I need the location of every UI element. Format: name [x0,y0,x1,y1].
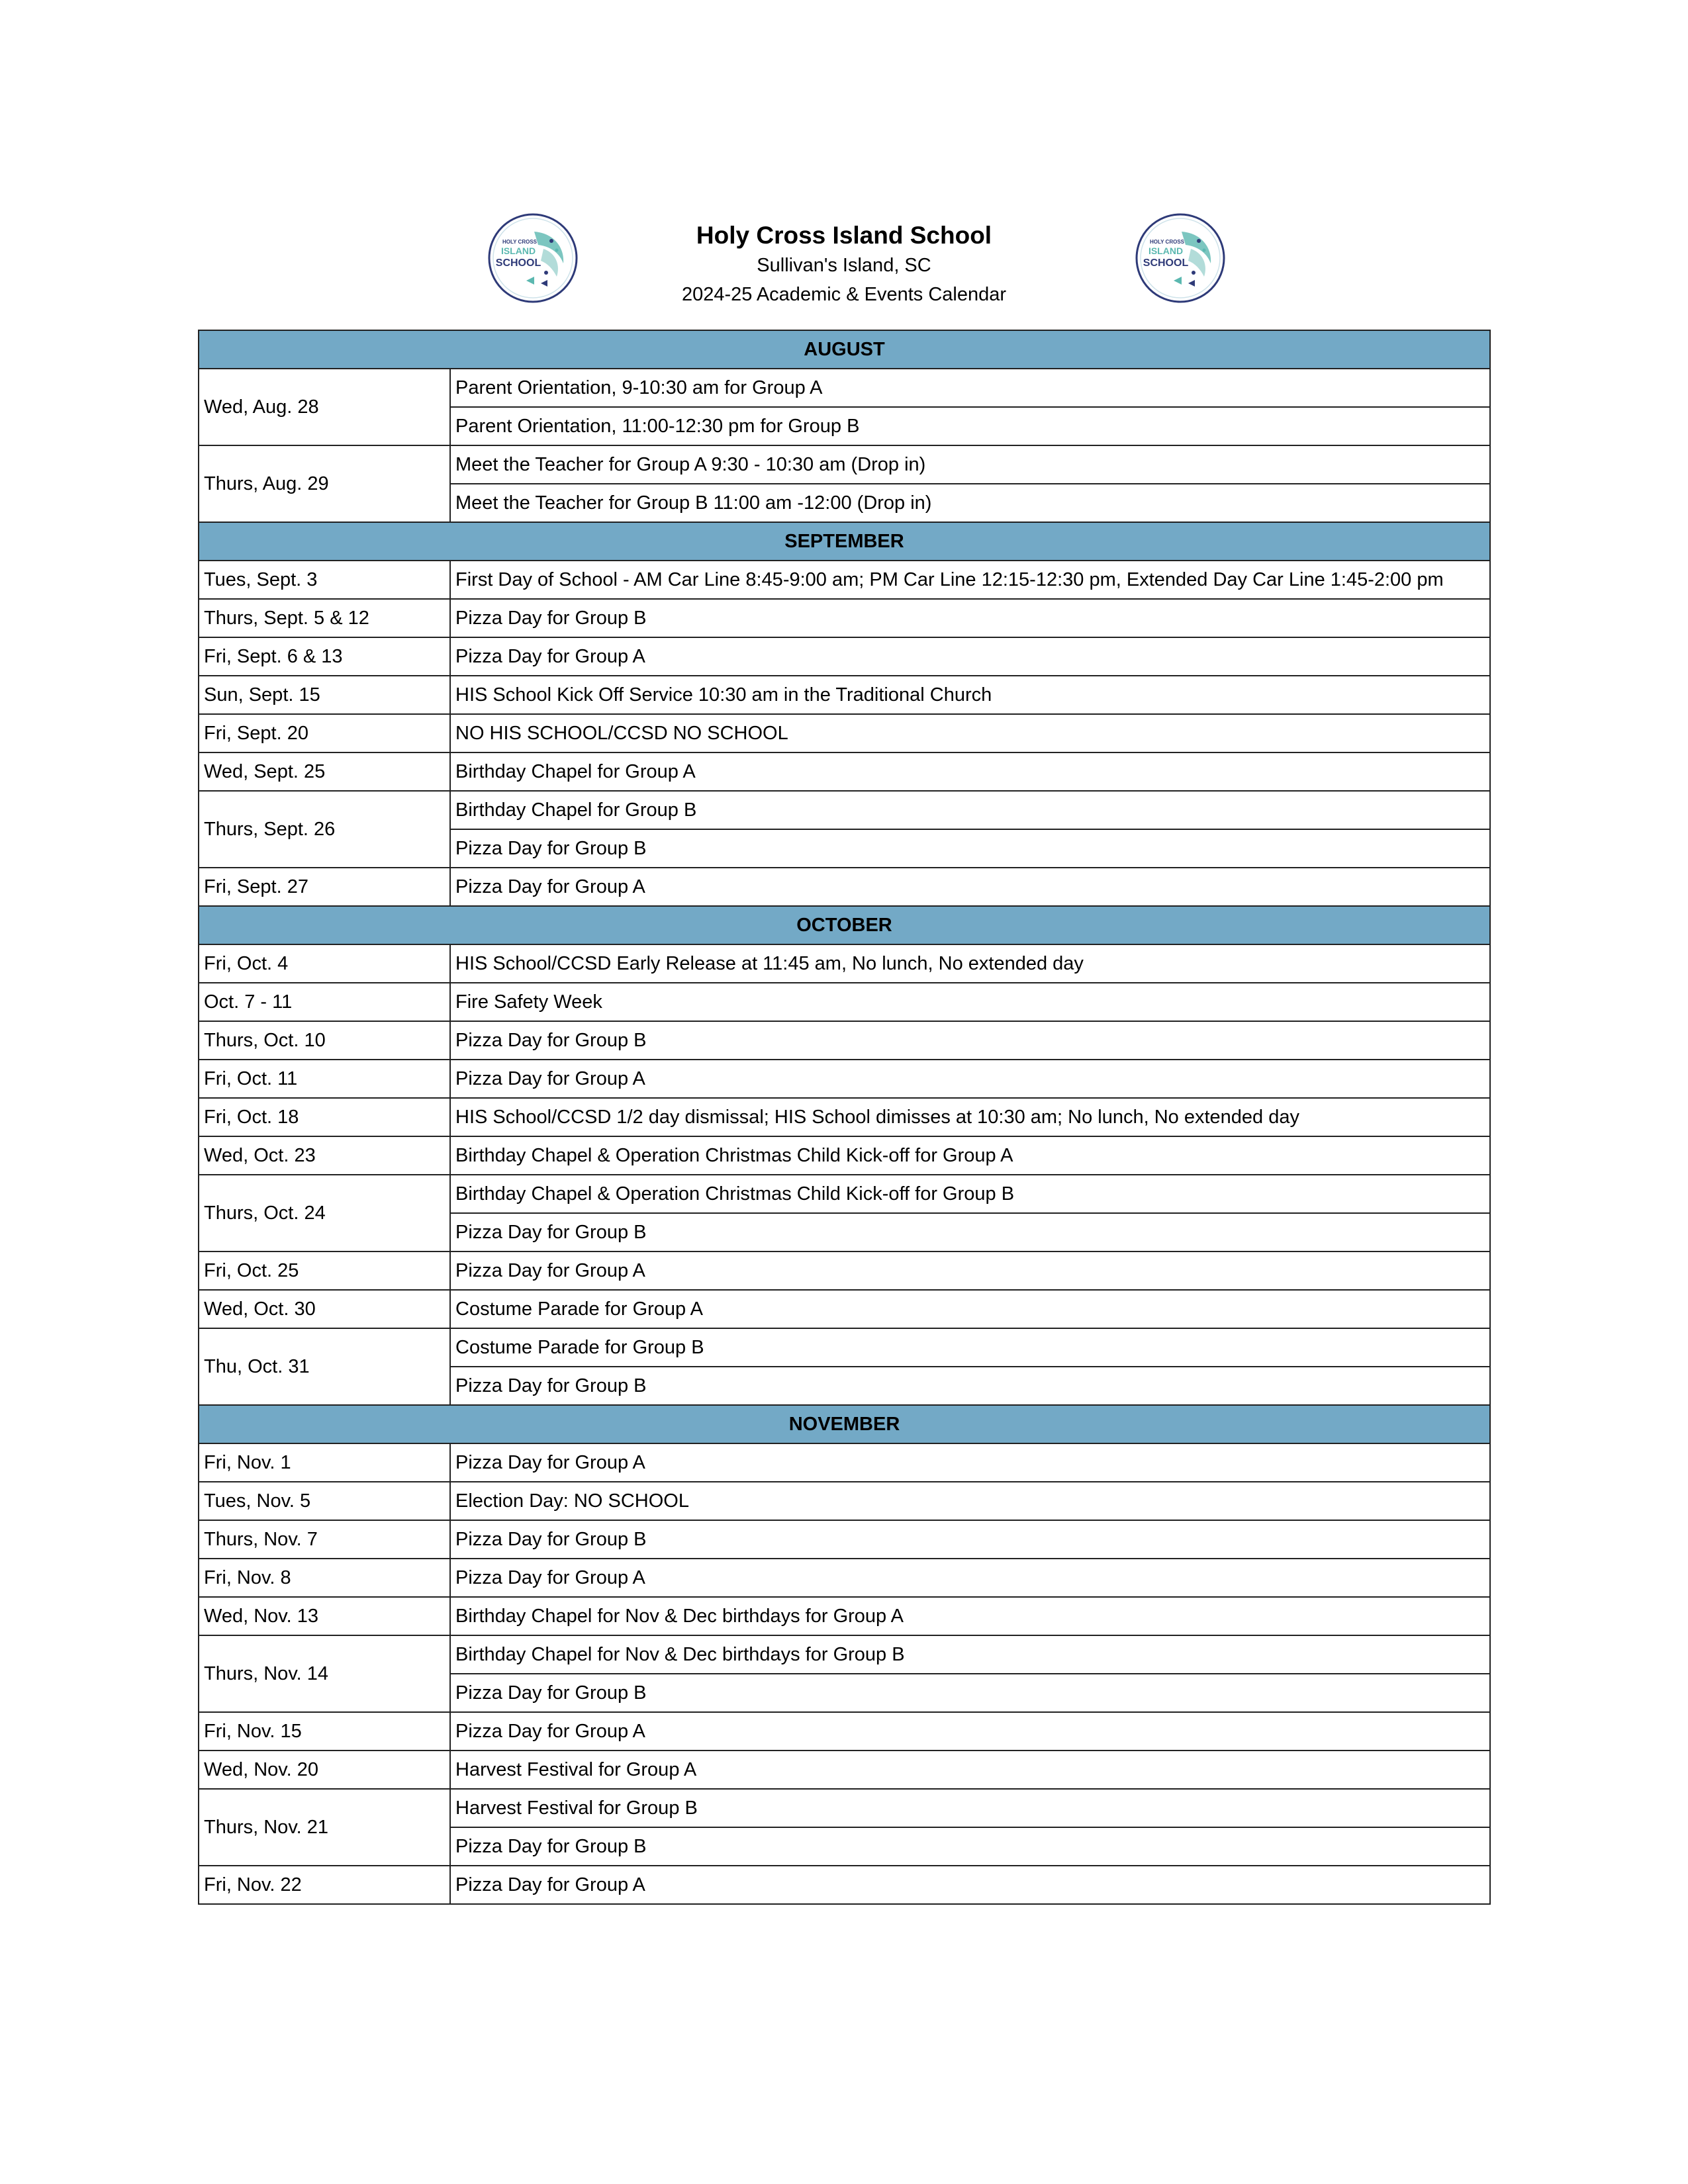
table-row [199,599,1490,637]
logo-right-bottom-text: SCHOOL [1143,257,1189,269]
event-description: Meet the Teacher for Group A 9:30 - 10:30 am (Drop in) [450,445,1490,484]
logo-left-top-text: HOLY CROSS [502,239,538,245]
event-date: Thurs, Sept. 26 [199,791,450,868]
event-date: Fri, Nov. 15 [199,1712,450,1751]
event-date: Wed, Aug. 28 [199,369,450,445]
school-logo-right [1134,212,1227,304]
calendar-body [199,330,1490,1904]
event-description: Birthday Chapel & Operation Christmas Child Kick-off for Group A [450,1136,1490,1175]
event-description: Pizza Day for Group B [450,1520,1490,1559]
table-row [199,1443,1490,1482]
table-row [199,561,1490,599]
month-header: SEPTEMBER [199,522,1490,561]
table-row [199,944,1490,983]
event-date: Thurs, Nov. 14 [199,1635,450,1712]
event-description: Pizza Day for Group A [450,1712,1490,1751]
logo-right-top-text: HOLY CROSS [1149,239,1185,245]
event-date: Thurs, Nov. 21 [199,1789,450,1866]
table-row [199,369,1490,407]
event-date: Fri, Sept. 6 & 13 [199,637,450,676]
table-row [199,637,1490,676]
table-row [199,1866,1490,1904]
event-description: Pizza Day for Group B [450,1367,1490,1405]
event-date: Thurs, Oct. 24 [199,1175,450,1251]
table-row [199,1751,1490,1789]
month-header-row [199,906,1490,944]
event-description: Birthday Chapel for Group A [450,752,1490,791]
month-header: AUGUST [199,330,1490,369]
table-row [199,868,1490,906]
event-date: Fri, Oct. 18 [199,1098,450,1136]
event-description: Pizza Day for Group B [450,1674,1490,1712]
event-date: Fri, Oct. 11 [199,1060,450,1098]
event-date: Fri, Oct. 4 [199,944,450,983]
event-description: Pizza Day for Group B [450,599,1490,637]
event-date: Fri, Nov. 1 [199,1443,450,1482]
event-description: HIS School Kick Off Service 10:30 am in the Traditional Church [450,676,1490,714]
school-location: Sullivan's Island, SC [757,255,931,276]
event-date: Thu, Oct. 31 [199,1328,450,1405]
event-date: Fri, Nov. 22 [199,1866,450,1904]
month-header: NOVEMBER [199,1405,1490,1443]
event-date: Tues, Sept. 3 [199,561,450,599]
event-date: Thurs, Sept. 5 & 12 [199,599,450,637]
table-row [199,714,1490,752]
month-header: OCTOBER [199,906,1490,944]
event-date: Fri, Oct. 25 [199,1251,450,1290]
month-header-row [199,1405,1490,1443]
event-description: Parent Orientation, 9-10:30 am for Group A [450,369,1490,407]
event-date: Wed, Sept. 25 [199,752,450,791]
event-date: Wed, Oct. 30 [199,1290,450,1328]
event-date: Wed, Oct. 23 [199,1136,450,1175]
event-description: Pizza Day for Group A [450,1443,1490,1482]
table-row [199,1290,1490,1328]
event-description: Costume Parade for Group B [450,1328,1490,1367]
event-description: Parent Orientation, 11:00-12:30 pm for Group B [450,407,1490,445]
event-description: First Day of School - AM Car Line 8:45-9:00 am; PM Car Line 12:15-12:30 pm, Extended Day Car Line 1:45-2:00 pm [450,561,1490,599]
event-description: Pizza Day for Group A [450,1559,1490,1597]
event-description: Pizza Day for Group A [450,637,1490,676]
event-description: Meet the Teacher for Group B 11:00 am -12:00 (Drop in) [450,484,1490,522]
event-date: Wed, Nov. 13 [199,1597,450,1635]
table-row [199,1021,1490,1060]
event-date: Sun, Sept. 15 [199,676,450,714]
table-row [199,445,1490,484]
table-row [199,983,1490,1021]
event-date: Fri, Sept. 20 [199,714,450,752]
event-description: Pizza Day for Group B [450,1213,1490,1251]
event-description: Pizza Day for Group B [450,1827,1490,1866]
event-description: Birthday Chapel for Nov & Dec birthdays for Group A [450,1597,1490,1635]
event-description: Birthday Chapel & Operation Christmas Child Kick-off for Group B [450,1175,1490,1213]
table-row [199,1251,1490,1290]
table-row [199,1635,1490,1674]
table-row [199,1559,1490,1597]
event-description: Pizza Day for Group A [450,1251,1490,1290]
event-description: Fire Safety Week [450,983,1490,1021]
event-description: Harvest Festival for Group A [450,1751,1490,1789]
event-description: NO HIS SCHOOL/CCSD NO SCHOOL [450,714,1490,752]
event-description: Pizza Day for Group B [450,829,1490,868]
event-description: HIS School/CCSD 1/2 day dismissal; HIS School dimisses at 10:30 am; No lunch, No extended day [450,1098,1490,1136]
events-calendar-table [198,330,1491,1905]
table-row [199,752,1490,791]
event-description: Pizza Day for Group B [450,1021,1490,1060]
table-row [199,1597,1490,1635]
event-date: Thurs, Oct. 10 [199,1021,450,1060]
event-date: Fri, Nov. 8 [199,1559,450,1597]
title-block [0,208,1688,309]
table-row [199,1136,1490,1175]
event-description: Harvest Festival for Group B [450,1789,1490,1827]
event-date: Fri, Sept. 27 [199,868,450,906]
event-description: Birthday Chapel for Group B [450,791,1490,829]
event-date: Wed, Nov. 20 [199,1751,450,1789]
month-header-row [199,522,1490,561]
event-date: Thurs, Nov. 7 [199,1520,450,1559]
table-row [199,1098,1490,1136]
table-row [199,676,1490,714]
event-date: Tues, Nov. 5 [199,1482,450,1520]
logo-right-middle-text: ISLAND [1148,246,1184,256]
event-description: Election Day: NO SCHOOL [450,1482,1490,1520]
event-description: Birthday Chapel for Nov & Dec birthdays for Group B [450,1635,1490,1674]
document-header [0,208,1688,314]
event-description: Pizza Day for Group A [450,1060,1490,1098]
event-description: Pizza Day for Group A [450,868,1490,906]
event-date: Thurs, Aug. 29 [199,445,450,522]
logo-left-middle-text: ISLAND [500,246,536,256]
table-row [199,1328,1490,1367]
event-description: Costume Parade for Group A [450,1290,1490,1328]
school-name: Holy Cross Island School [696,222,992,249]
event-description: Pizza Day for Group A [450,1866,1490,1904]
month-header-row [199,330,1490,369]
logo-left-bottom-text: SCHOOL [495,257,541,269]
table-row [199,1520,1490,1559]
calendar-title: 2024-25 Academic & Events Calendar [681,284,1007,305]
table-row [199,1712,1490,1751]
table-row [199,1482,1490,1520]
event-description: HIS School/CCSD Early Release at 11:45 am, No lunch, No extended day [450,944,1490,983]
table-row [199,1175,1490,1213]
table-row [199,1789,1490,1827]
table-row [199,1060,1490,1098]
table-row [199,791,1490,829]
event-date: Oct. 7 - 11 [199,983,450,1021]
